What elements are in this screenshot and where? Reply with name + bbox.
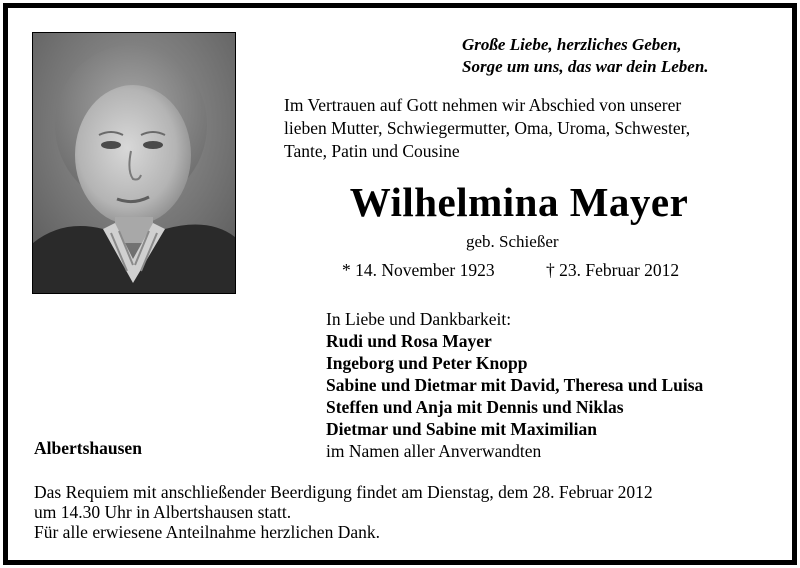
mourner-name: Rudi und Rosa Mayer xyxy=(326,331,492,351)
life-dates xyxy=(342,260,680,281)
obituary-notice xyxy=(3,3,797,565)
mourner-name: Sabine und Dietmar mit David, Theresa und Luisa xyxy=(326,375,704,395)
motto-line: Große Liebe, herzliches Geben, xyxy=(462,35,682,54)
birth-date: * 14. November 1923 xyxy=(342,260,495,280)
intro-line: lieben Mutter, Schwiegermutter, Oma, Uroma, Schwester, xyxy=(284,118,691,138)
place-name: Albertshausen xyxy=(34,438,142,458)
birth-name: geb. Schießer xyxy=(466,232,559,251)
portrait-photo xyxy=(32,32,236,294)
mourners-list xyxy=(326,308,703,462)
motto-line: Sorge um uns, das war dein Leben. xyxy=(462,57,709,76)
portrait-image xyxy=(33,33,235,293)
mourners-heading: In Liebe und Dankbarkeit: xyxy=(326,309,512,329)
mourner-name: Steffen und Anja mit Dennis und Niklas xyxy=(326,397,624,417)
deceased-name: Wilhelmina Mayer xyxy=(349,179,689,225)
footer-line: um 14.30 Uhr in Albertshausen statt. xyxy=(34,502,292,522)
footer-line: Das Requiem mit anschließender Beerdigung findet am Dienstag, dem 28. Februar 2012 xyxy=(34,482,653,502)
mourner-name: Ingeborg und Peter Knopp xyxy=(326,353,528,373)
mourners-closing: im Namen aller Anverwandten xyxy=(326,441,542,461)
mourner-name: Dietmar und Sabine mit Maximilian xyxy=(326,419,597,439)
intro-line: Im Vertrauen auf Gott nehmen wir Abschied von unserer xyxy=(284,95,682,115)
footer-line: Für alle erwiesene Anteilnahme herzlichen Dank. xyxy=(34,522,380,542)
intro-line: Tante, Patin und Cousine xyxy=(284,141,460,161)
death-date: † 23. Februar 2012 xyxy=(546,260,680,280)
funeral-details xyxy=(34,482,774,542)
motto-verse xyxy=(462,34,709,78)
intro-text xyxy=(284,94,784,163)
